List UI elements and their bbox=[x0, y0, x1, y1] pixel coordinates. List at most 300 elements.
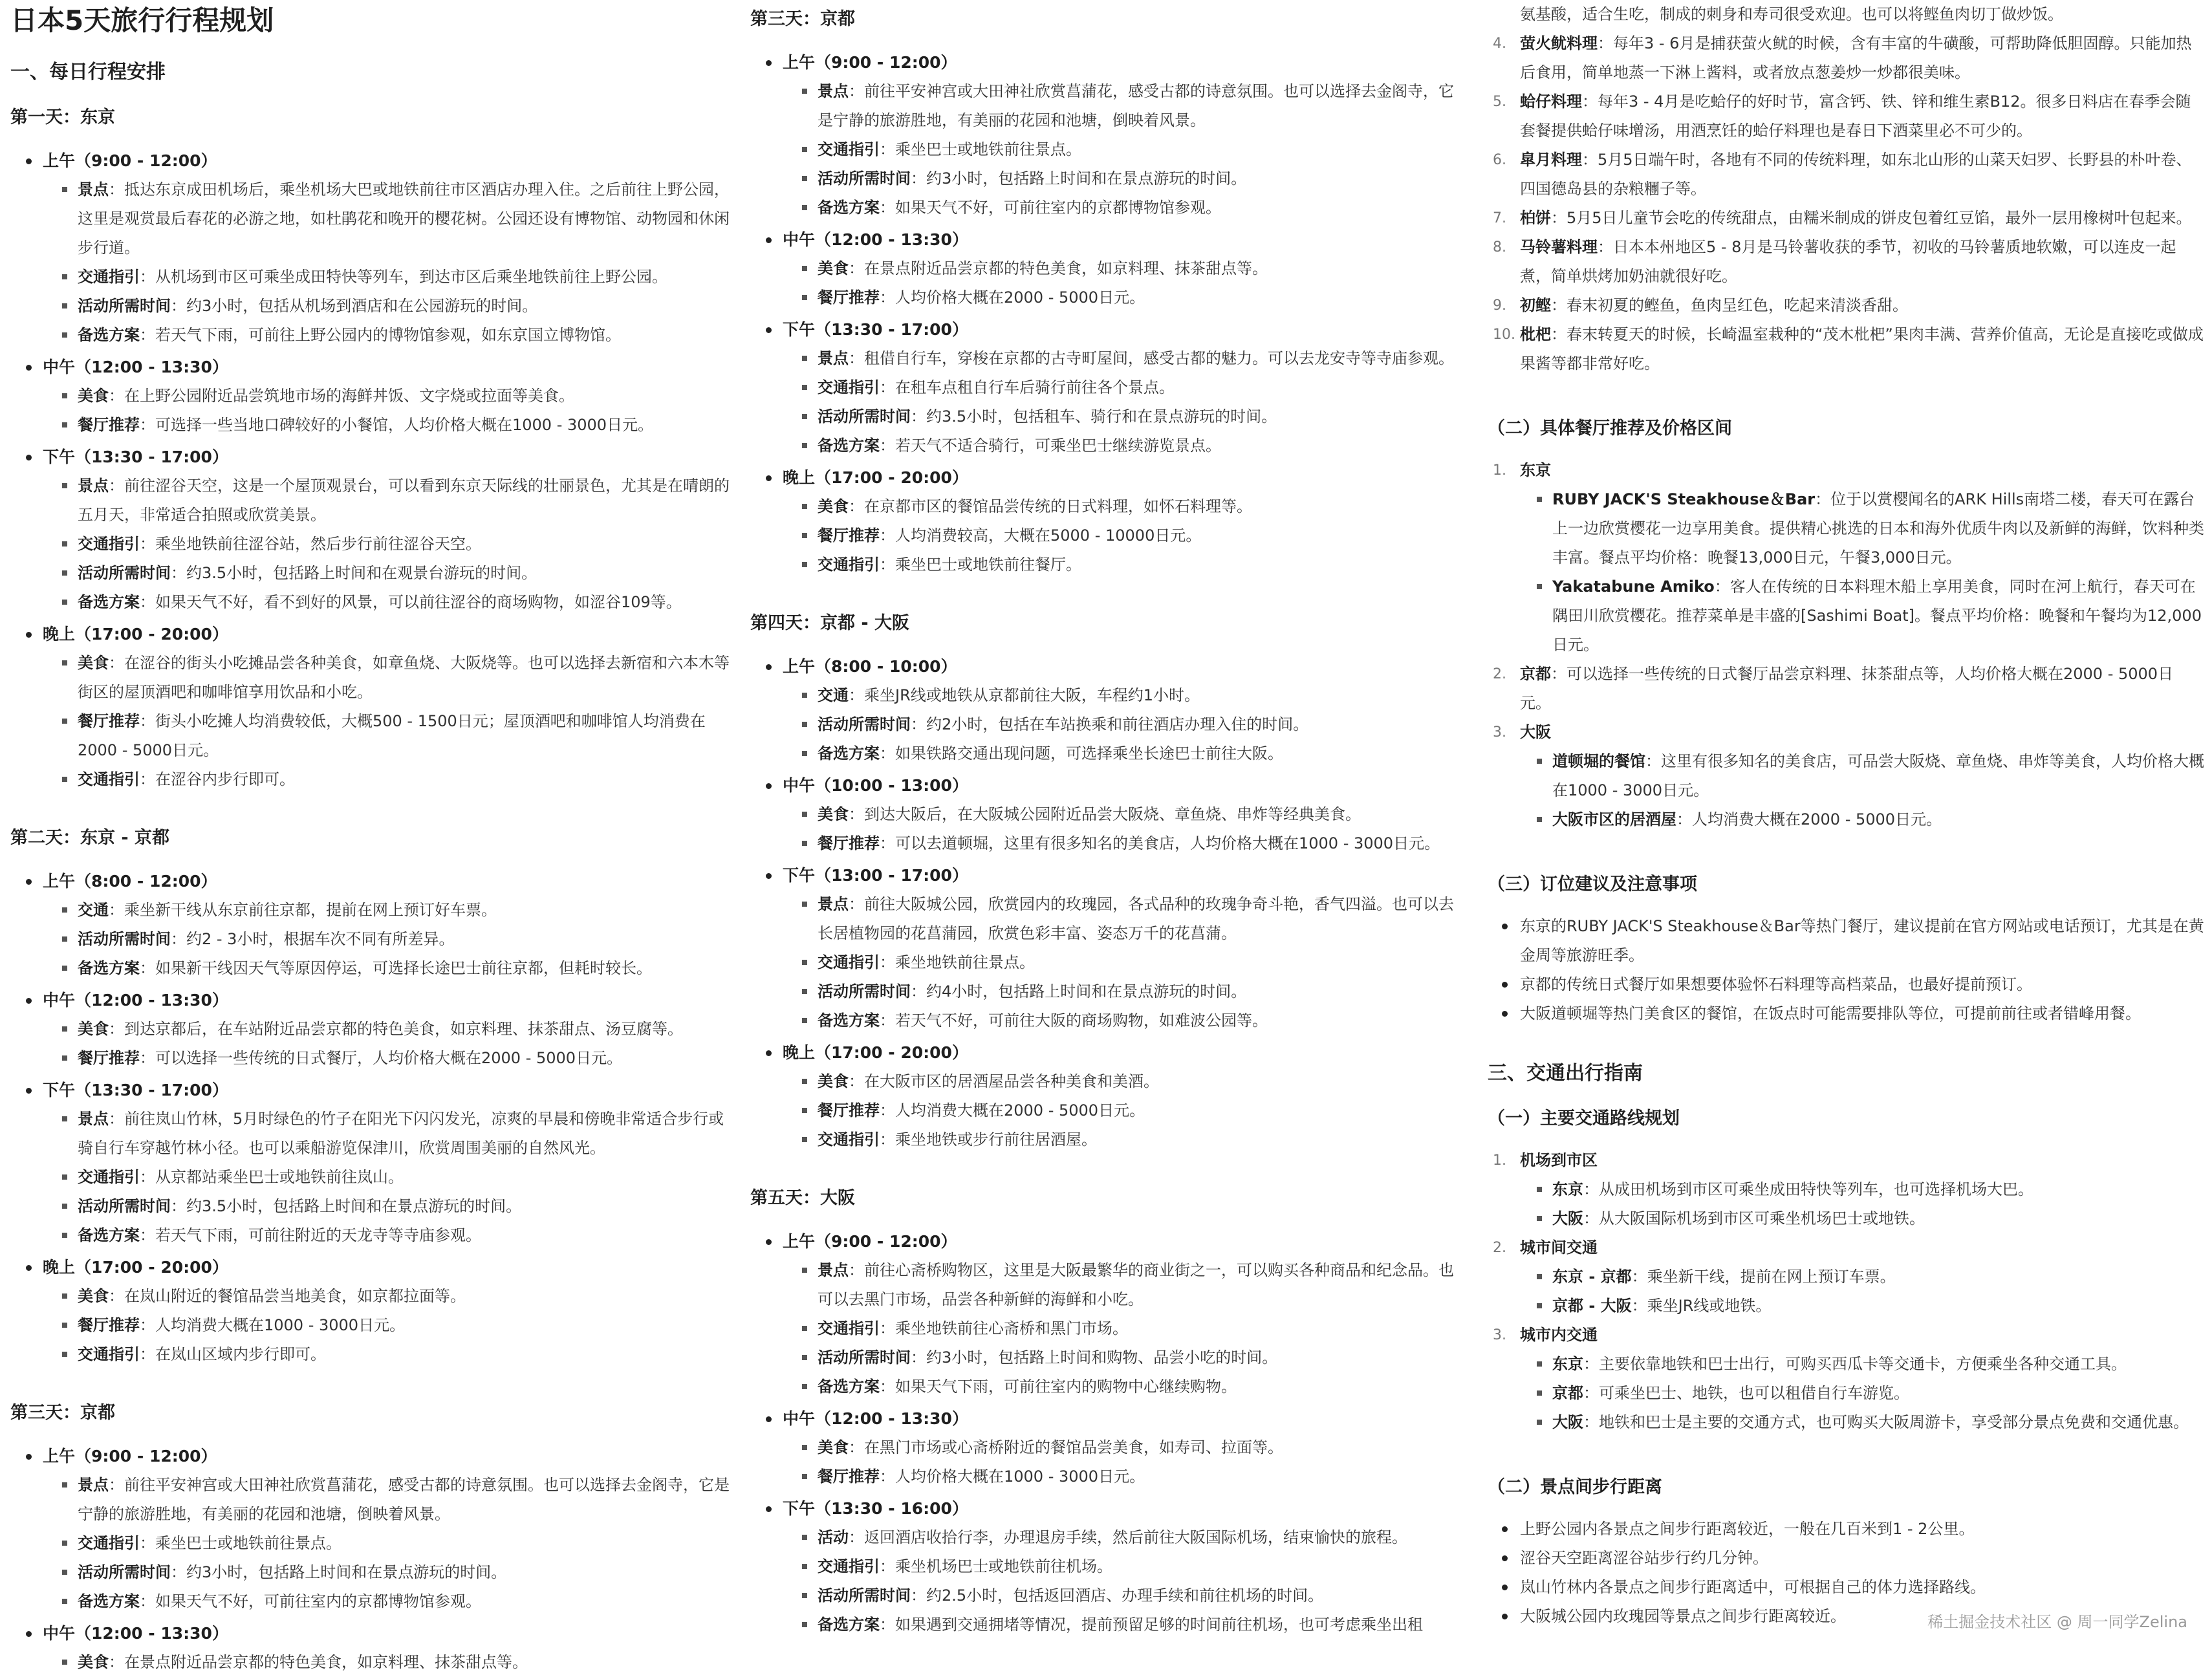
time-period-heading: 中午（12:00 - 13:30） bbox=[750, 225, 1468, 254]
list-number: 2. bbox=[1493, 666, 1506, 682]
item-value: ：5月5日儿童节会吃的传统甜点，由糯米制成的饼皮包着红豆馅，最外一层用橡树叶包起来。 bbox=[1551, 209, 2192, 227]
item-value: ：若天气下雨，可前往上野公园内的博物馆参观，如东京国立博物馆。 bbox=[140, 326, 621, 344]
time-period-heading: 晚上（17:00 - 20:00） bbox=[10, 620, 735, 649]
column-1 bbox=[10, 0, 735, 1671]
item-key: 餐厅推荐 bbox=[78, 712, 140, 730]
list-item bbox=[10, 1648, 735, 1677]
list-item bbox=[1488, 718, 2204, 834]
item-value: ：如果新干线因天气等原因停运，可选择长途巴士前往京都，但耗时较长。 bbox=[140, 959, 652, 977]
time-period-heading: 中午（10:00 - 13:00） bbox=[750, 771, 1468, 800]
item-key: 京都 bbox=[1520, 665, 1551, 683]
time-period-heading: 下午（13:30 - 17:00） bbox=[10, 1076, 735, 1105]
item-value: ：约2.5小时，包括返回酒店、办理手续和前往机场的时间。 bbox=[911, 1586, 1324, 1605]
list-item bbox=[750, 492, 1468, 521]
item-value: ：在大阪市区的居酒屋品尝各种美食和美酒。 bbox=[849, 1072, 1159, 1090]
main-routes-heading: （一）主要交通路线规划 bbox=[1488, 1109, 1680, 1129]
item-value: ：约3小时，包括路上时间和在景点游玩的时间。 bbox=[911, 169, 1247, 188]
item-key: 备选方案 bbox=[78, 593, 140, 611]
item-value: ：在京都市区的餐馆品尝传统的日式料理，如怀石料理等。 bbox=[849, 497, 1252, 515]
list-item bbox=[10, 649, 735, 707]
item-key: 餐厅推荐 bbox=[818, 526, 880, 545]
list-item bbox=[10, 263, 735, 292]
item-key: 活动所需时间 bbox=[818, 1348, 911, 1367]
list-item bbox=[10, 559, 735, 588]
list-item bbox=[10, 292, 735, 321]
item-key: 交通指引 bbox=[78, 1168, 140, 1186]
list-item bbox=[750, 521, 1468, 550]
item-key: 交通指引 bbox=[818, 140, 880, 158]
list-item bbox=[10, 925, 735, 954]
booking-tips-heading: （三）订位建议及注意事项 bbox=[1488, 874, 1697, 894]
item-key: 交通指引 bbox=[78, 1345, 140, 1363]
list-item bbox=[10, 1192, 735, 1221]
item-key: 交通 bbox=[78, 901, 109, 919]
item-key: 备选方案 bbox=[818, 744, 880, 763]
item-key: 东京 - 京都 bbox=[1552, 1268, 1632, 1286]
item-key: 备选方案 bbox=[78, 1592, 140, 1610]
time-period bbox=[750, 771, 1468, 858]
list-item bbox=[750, 1372, 1468, 1401]
item-value: ：地铁和巴士是主要的交通方式，也可购买大阪周游卡，享受部分景点免费和交通优惠。 bbox=[1583, 1413, 2189, 1431]
item-value: ：若天气不适合骑行，可乘坐巴士继续游览景点。 bbox=[880, 437, 1221, 455]
list-item: 上野公园内各景点之间步行距离较近，一般在几百米到1 - 2公里。 bbox=[1488, 1515, 2204, 1544]
time-period bbox=[10, 986, 735, 1073]
item-key: 初鲣 bbox=[1520, 296, 1551, 314]
item-key: 活动所需时间 bbox=[818, 407, 911, 426]
item-value: ：租借自行车，穿梭在京都的古寺町屋间，感受古都的魅力。可以去龙安寺等寺庙参观。 bbox=[849, 349, 1454, 367]
item-value: ：在上野公园附近品尝筑地市场的海鲜丼饭、文字烧或拉面等美食。 bbox=[109, 387, 574, 405]
section-daily-schedule-heading: 一、每日行程安排 bbox=[10, 61, 166, 83]
list-number: 2. bbox=[1493, 1240, 1506, 1256]
list-item: 东京的RUBY JACK'S Steakhouse＆Bar等热门餐厅，建议提前在官方网站或电话预订，尤其是在黄金周等旅游旺季。 bbox=[1488, 912, 2204, 970]
spacer bbox=[1488, 1028, 2204, 1050]
item-value: ：若天气不好，可前往大阪的商场购物，如难波公园等。 bbox=[880, 1012, 1268, 1030]
list-item bbox=[750, 193, 1468, 222]
time-period-heading: 晚上（17:00 - 20:00） bbox=[750, 1038, 1468, 1067]
list-item bbox=[10, 1340, 735, 1369]
item-value: ：在租车点租自行车后骑行前往各个景点。 bbox=[880, 378, 1175, 396]
item-key: 餐厅推荐 bbox=[818, 834, 880, 852]
list-item bbox=[1488, 456, 2204, 660]
list-item-continuation: 氨基酸，适合生吃，制成的刺身和寿司很受欢迎。也可以将鲣鱼肉切丁做炒饭。 bbox=[1520, 5, 2063, 23]
watermark: 稀土掘金技术社区 @ 周一同学Zelina bbox=[1927, 1613, 2187, 1631]
item-value: ：若天气下雨，可前往附近的天龙寺等寺庙参观。 bbox=[140, 1226, 481, 1244]
list-item bbox=[750, 135, 1468, 164]
item-key: 城市内交通 bbox=[1520, 1326, 1598, 1344]
time-period bbox=[750, 1404, 1468, 1491]
item-key: 交通指引 bbox=[818, 1557, 880, 1575]
sub-list-item bbox=[1520, 1175, 2204, 1204]
spacer bbox=[10, 1372, 735, 1394]
item-key: 交通指引 bbox=[818, 556, 880, 574]
item-value: ：人均消费较高，大概在5000 - 10000日元。 bbox=[880, 526, 1202, 545]
item-key: 美食 bbox=[818, 497, 849, 515]
list-item: 涩谷天空距离涩谷站步行约几分钟。 bbox=[1488, 1544, 2204, 1573]
item-value: ：约3小时，包括从机场到酒店和在公园游玩的时间。 bbox=[171, 297, 538, 315]
item-key: 交通指引 bbox=[78, 268, 140, 286]
list-item bbox=[750, 431, 1468, 460]
time-period bbox=[750, 225, 1468, 312]
item-value: ：前往岚山竹林，5月时绿色的竹子在阳光下闪闪发光，凉爽的早晨和傍晚非常适合步行或骑自行车穿越竹林小径。也可以乘船游览保津川，欣赏周围美丽的自然风光。 bbox=[78, 1110, 724, 1157]
item-key: 蛤仔料理 bbox=[1520, 92, 1582, 111]
list-item bbox=[750, 739, 1468, 768]
list-item bbox=[750, 373, 1468, 402]
item-value: ：人均消费大概在2000 - 5000日元。 bbox=[1676, 810, 1942, 828]
item-value: ：约2 - 3小时，根据车次不同有所差异。 bbox=[171, 930, 455, 948]
item-value: ：从京都站乘坐巴士或地铁前往岚山。 bbox=[140, 1168, 404, 1186]
item-value: ：乘坐地铁前往景点。 bbox=[880, 953, 1035, 971]
item-key: 备选方案 bbox=[78, 326, 140, 344]
item-value: ：如果遇到交通拥堵等情况，提前预留足够的时间前往机场，也可考虑乘坐出租 bbox=[880, 1616, 1423, 1634]
item-value: ：可以去道顿堀，这里有很多知名的美食店，人均价格大概在1000 - 3000日元。 bbox=[880, 834, 1440, 852]
time-period bbox=[10, 442, 735, 617]
item-value: ：如果天气不好，看不到好的风景，可以前往涩谷的商场购物，如涩谷109等。 bbox=[140, 593, 682, 611]
time-period bbox=[750, 48, 1468, 222]
item-value: ：在景点附近品尝京都的特色美食，如京料理、抹茶甜点等。 bbox=[109, 1653, 528, 1671]
list-item bbox=[750, 710, 1468, 739]
item-value: ：抵达东京成田机场后，乘坐机场大巴或地铁前往市区酒店办理入住。之后前往上野公园，这里是观赏最后春花的必游之地，如杜鹃花和晚开的樱花树。公园还设有博物馆、动物园和休闲步行道。 bbox=[78, 180, 730, 257]
list-item bbox=[1488, 146, 2204, 204]
item-value: ：返回酒店收拾行李，办理退房手续，然后前往大阪国际机场，结束愉快的旅程。 bbox=[849, 1528, 1407, 1546]
day-list bbox=[10, 105, 735, 1677]
list-item bbox=[10, 175, 735, 263]
list-item bbox=[10, 411, 735, 440]
list-item bbox=[1488, 660, 2204, 718]
time-period bbox=[10, 867, 735, 983]
list-item bbox=[750, 1433, 1468, 1462]
item-key: 备选方案 bbox=[818, 199, 880, 217]
list-item bbox=[1488, 204, 2204, 233]
item-key: 景点 bbox=[818, 895, 849, 913]
list-item bbox=[10, 382, 735, 411]
item-key: 备选方案 bbox=[78, 1226, 140, 1244]
item-value: ：春末初夏的鲣鱼，鱼肉呈红色，吃起来清淡香甜。 bbox=[1551, 296, 1908, 314]
item-value: ：乘坐JR线或地铁。 bbox=[1631, 1297, 1772, 1315]
item-value: ：约3小时，包括路上时间和购物、品尝小吃的时间。 bbox=[911, 1348, 1278, 1367]
item-value: ：人均消费大概在1000 - 3000日元。 bbox=[140, 1316, 406, 1334]
list-item bbox=[750, 254, 1468, 283]
list-item bbox=[1488, 29, 2204, 87]
item-key: 活动所需时间 bbox=[818, 982, 911, 1001]
list-item bbox=[10, 530, 735, 559]
item-key: 景点 bbox=[78, 1110, 109, 1128]
time-period-heading: 上午（9:00 - 12:00） bbox=[10, 146, 735, 175]
item-value: ：如果天气不好，可前往室内的京都博物馆参观。 bbox=[140, 1592, 481, 1610]
item-key: 柏饼 bbox=[1520, 209, 1551, 227]
list-item bbox=[10, 954, 735, 983]
spacer bbox=[750, 1157, 1468, 1179]
item-key: 活动所需时间 bbox=[78, 1563, 171, 1581]
sub-list-item bbox=[1520, 1379, 2204, 1408]
item-value: ：可以选择一些传统的日式餐厅，人均价格大概在2000 - 5000日元。 bbox=[140, 1049, 623, 1067]
restaurant-list bbox=[1488, 456, 2204, 834]
list-number: 10. bbox=[1493, 327, 1515, 343]
spacer bbox=[1488, 834, 2204, 856]
item-key: 京都 - 大阪 bbox=[1552, 1297, 1632, 1315]
item-key: 景点 bbox=[78, 180, 109, 199]
item-key: 备选方案 bbox=[818, 1378, 880, 1396]
spacer bbox=[1488, 378, 2204, 400]
item-value: ：约3.5小时，包括租车、骑行和在景点游玩的时间。 bbox=[911, 407, 1277, 426]
item-key: 餐厅推荐 bbox=[818, 288, 880, 307]
list-item: 京都的传统日式餐厅如果想要体验怀石料理等高档菜品，也最好提前预订。 bbox=[1488, 970, 2204, 999]
item-key: 交通 bbox=[818, 686, 849, 704]
list-number: 8. bbox=[1493, 239, 1506, 255]
day-list bbox=[750, 6, 1468, 1639]
list-number: 1. bbox=[1493, 1152, 1506, 1169]
item-value: ：可乘坐巴士、地铁，也可以租借自行车游览。 bbox=[1583, 1384, 1909, 1402]
list-number: 3. bbox=[1493, 1327, 1506, 1343]
time-period bbox=[750, 1038, 1468, 1154]
list-number: 3. bbox=[1493, 724, 1506, 741]
list-item bbox=[750, 1552, 1468, 1581]
list-item: 大阪城公园内玫瑰园等景点之间步行距离较近。 bbox=[1488, 1602, 2204, 1631]
item-key: 大阪 bbox=[1520, 723, 1551, 741]
item-key: 大阪市区的居酒屋 bbox=[1552, 810, 1676, 828]
item-key: 餐厅推荐 bbox=[818, 1467, 880, 1486]
time-period bbox=[750, 463, 1468, 579]
time-period-heading: 晚上（17:00 - 20:00） bbox=[750, 463, 1468, 492]
item-value: ：约2小时，包括在车站换乘和前往酒店办理入住的时间。 bbox=[911, 715, 1309, 733]
list-item bbox=[750, 1314, 1468, 1343]
list-item bbox=[750, 829, 1468, 858]
list-number: 6. bbox=[1493, 152, 1506, 168]
item-key: 活动 bbox=[818, 1528, 849, 1546]
sub-list-item bbox=[1520, 805, 2204, 834]
list-number: 1. bbox=[1493, 462, 1506, 479]
item-key: 美食 bbox=[818, 805, 849, 823]
document-title: 日本5天旅行行程规划 bbox=[10, 5, 274, 36]
item-value: ：可以选择一些传统的日式餐厅品尝京料理、抹茶甜点等，人均价格大概在2000 - 5000日元。 bbox=[1520, 665, 2174, 712]
item-key: 大阪 bbox=[1552, 1209, 1583, 1228]
item-value: ：约3.5小时，包括路上时间和在景点游玩的时间。 bbox=[171, 1197, 522, 1215]
item-value: ：这里有很多知名的美食店，可品尝大阪烧、章鱼烧、串炸等美食，人均价格大概在1000 - 3000日元。 bbox=[1552, 752, 2204, 799]
item-value: ：可选择一些当地口碑较好的小餐馆，人均价格大概在1000 - 3000日元。 bbox=[140, 416, 654, 434]
item-key: 东京 bbox=[1520, 461, 1551, 479]
list-item bbox=[10, 1529, 735, 1558]
time-period bbox=[10, 352, 735, 440]
time-period-heading: 下午（13:30 - 17:00） bbox=[10, 442, 735, 471]
list-item bbox=[10, 1282, 735, 1311]
time-period-heading: 晚上（17:00 - 20:00） bbox=[10, 1253, 735, 1282]
item-value: ：春末转夏天的时候，长崎温室栽种的“茂木枇杷”果肉丰满、营养价值高，无论是直接吃或做成果酱等都非常好吃。 bbox=[1520, 325, 2204, 373]
item-key: 景点 bbox=[78, 1476, 109, 1494]
time-period-heading: 中午（12:00 - 13:30） bbox=[10, 986, 735, 1015]
item-value: ：位于以赏樱闻名的ARK Hills南塔二楼，春天可在露台上一边欣赏樱花一边享用美食。提供精心挑选的日本和海外优质牛肉以及新鲜的海鲜，饮料种类丰富。餐点平均价格：晚餐13,000日元，午餐3,000日元。 bbox=[1552, 490, 2204, 567]
list-item bbox=[10, 1015, 735, 1044]
item-value: ：乘坐机场巴士或地铁前往机场。 bbox=[880, 1557, 1112, 1575]
item-value: ：乘坐地铁前往涩谷站，然后步行前往涩谷天空。 bbox=[140, 535, 481, 553]
routes-list bbox=[1488, 1146, 2204, 1437]
sub-list-item bbox=[1520, 1408, 2204, 1437]
item-key: 机场到市区 bbox=[1520, 1151, 1598, 1169]
list-item bbox=[750, 550, 1468, 579]
list-item bbox=[750, 1462, 1468, 1491]
spacer bbox=[10, 797, 735, 819]
item-value: ：如果铁路交通出现问题，可选择乘坐长途巴士前往大阪。 bbox=[880, 744, 1283, 763]
time-period bbox=[10, 1619, 735, 1677]
list-item bbox=[1488, 1146, 2204, 1233]
column-2 bbox=[750, 0, 1468, 1659]
item-key: 餐厅推荐 bbox=[78, 1049, 140, 1067]
item-key: 美食 bbox=[818, 259, 849, 277]
item-value: ：在岚山附近的餐馆品尝当地美食，如京都拉面等。 bbox=[109, 1287, 466, 1305]
restaurant-recommendation-heading: （二）具体餐厅推荐及价格区间 bbox=[1488, 418, 1732, 438]
list-item bbox=[750, 1006, 1468, 1035]
item-value: ：从机场到市区可乘坐成田特快等列车，到达市区后乘坐地铁前往上野公园。 bbox=[140, 268, 667, 286]
time-period-heading: 上午（9:00 - 12:00） bbox=[750, 1227, 1468, 1256]
day-title: 第三天：京都 bbox=[10, 1403, 115, 1423]
section-transport-heading: 三、交通出行指南 bbox=[1488, 1062, 1643, 1085]
item-key: 交通指引 bbox=[78, 770, 140, 788]
time-period-heading: 中午（12:00 - 13:30） bbox=[10, 352, 735, 382]
item-key: 交通指引 bbox=[78, 1534, 140, 1552]
list-item bbox=[10, 1587, 735, 1616]
sub-list-item bbox=[1520, 572, 2204, 660]
time-period-heading: 下午（13:00 - 17:00） bbox=[750, 861, 1468, 890]
time-period-heading: 中午（12:00 - 13:30） bbox=[750, 1404, 1468, 1433]
list-item bbox=[750, 800, 1468, 829]
item-key: 皐月料理 bbox=[1520, 151, 1582, 169]
item-key: 餐厅推荐 bbox=[78, 1316, 140, 1334]
item-key: 活动所需时间 bbox=[78, 564, 171, 582]
item-key: 美食 bbox=[78, 1287, 109, 1305]
time-period bbox=[750, 1227, 1468, 1401]
item-value: ：乘坐地铁或步行前往居酒屋。 bbox=[880, 1131, 1097, 1149]
item-value: ：约4小时，包括路上时间和在景点游玩的时间。 bbox=[911, 982, 1247, 1001]
item-key: 备选方案 bbox=[78, 959, 140, 977]
sub-list-item bbox=[1520, 1292, 2204, 1321]
time-period-heading: 上午（9:00 - 12:00） bbox=[750, 48, 1468, 77]
item-value: ：如果天气不好，可前往室内的京都博物馆参观。 bbox=[880, 199, 1221, 217]
list-item bbox=[750, 1343, 1468, 1372]
item-key: 美食 bbox=[818, 1072, 849, 1090]
item-key: 美食 bbox=[818, 1438, 849, 1456]
list-item bbox=[10, 588, 735, 617]
spacer bbox=[750, 582, 1468, 604]
item-key: 活动所需时间 bbox=[818, 169, 911, 188]
day-title: 第二天：东京 - 京都 bbox=[10, 828, 170, 848]
list-item bbox=[10, 765, 735, 794]
list-item bbox=[750, 164, 1468, 193]
item-value: ：人均消费大概在2000 - 5000日元。 bbox=[880, 1101, 1145, 1120]
item-key: 活动所需时间 bbox=[78, 930, 171, 948]
time-period bbox=[750, 315, 1468, 460]
sub-list-item bbox=[1520, 1350, 2204, 1379]
sub-list-item bbox=[1520, 485, 2204, 572]
item-value: ：前往平安神宫或大田神社欣赏菖蒲花，感受古都的诗意氛围。也可以选择去金阁寺，它是宁静的旅游胜地，有美丽的花园和池塘，倒映着风景。 bbox=[818, 82, 1454, 129]
day-title: 第一天：东京 bbox=[10, 107, 115, 127]
item-value: ：前往大阪城公园，欣赏园内的玫瑰园，各式品种的玫瑰争奇斗艳，香气四溢。也可以去长居植物园的花菖蒲园，欣赏色彩丰富、姿态万千的花菖蒲。 bbox=[818, 895, 1454, 942]
item-key: 美食 bbox=[78, 654, 109, 672]
item-key: 活动所需时间 bbox=[78, 297, 171, 315]
item-value: ：乘坐巴士或地铁前往餐厅。 bbox=[880, 556, 1081, 574]
list-item bbox=[1488, 320, 2204, 378]
item-value: ：街头小吃摊人均消费较低，大概500 - 1500日元；屋顶酒吧和咖啡馆人均消费在2000 - 5000日元。 bbox=[78, 712, 706, 759]
list-item bbox=[750, 1610, 1468, 1639]
item-value: ：客人在传统的日本料理木船上享用美食，同时在河上航行，春天可在隅田川欣赏樱花。推荐菜单是丰盛的[Sashimi Boat]。餐点平均价格：晚餐和午餐均为12,000日元。 bbox=[1552, 578, 2202, 654]
list-item bbox=[1488, 291, 2204, 320]
item-value: ：日本本州地区5 - 8月是马铃薯收获的季节，初收的马铃薯质地软嫩，可以连皮一起煮，简单烘烤加奶油就很好吃。 bbox=[1520, 238, 2176, 285]
item-value: ：从成田机场到市区可乘坐成田特快等列车，也可选择机场大巴。 bbox=[1583, 1180, 2033, 1198]
list-number: 4. bbox=[1493, 36, 1506, 52]
item-value: ：乘坐JR线或地铁从京都前往大阪，车程约1小时。 bbox=[849, 686, 1200, 704]
item-key: 东京 bbox=[1552, 1180, 1583, 1198]
list-item bbox=[10, 321, 735, 350]
item-value: ：5月5日端午时，各地有不同的传统料理，如东北山形的山菜天妇罗、长野县的朴叶卷、四国德岛县的杂粮糰子等。 bbox=[1520, 151, 2192, 198]
list-item bbox=[750, 1096, 1468, 1125]
item-value: ：乘坐巴士或地铁前往景点。 bbox=[140, 1534, 342, 1552]
sub-list-item bbox=[1520, 747, 2204, 805]
time-period bbox=[750, 1494, 1468, 1639]
item-key: 美食 bbox=[78, 1020, 109, 1038]
time-period bbox=[10, 1253, 735, 1369]
walking-distance-heading: （二）景点间步行距离 bbox=[1488, 1477, 1662, 1497]
list-item bbox=[750, 1067, 1468, 1096]
item-key: 交通指引 bbox=[818, 1131, 880, 1149]
item-value: ：在涩谷内步行即可。 bbox=[140, 770, 295, 788]
list-item bbox=[750, 402, 1468, 431]
list-item bbox=[10, 1163, 735, 1192]
item-key: 城市间交通 bbox=[1520, 1239, 1598, 1257]
item-key: 活动所需时间 bbox=[818, 715, 911, 733]
list-item bbox=[750, 1523, 1468, 1552]
time-period bbox=[750, 861, 1468, 1035]
time-period-heading: 上午（8:00 - 10:00） bbox=[750, 652, 1468, 681]
spacer bbox=[1488, 1437, 2204, 1459]
item-key: 餐厅推荐 bbox=[818, 1101, 880, 1120]
item-value: ：人均价格大概在2000 - 5000日元。 bbox=[880, 288, 1145, 307]
list-item bbox=[750, 681, 1468, 710]
item-key: 大阪 bbox=[1552, 1413, 1583, 1431]
sub-list-item bbox=[1520, 1204, 2204, 1233]
day-title: 第三天：京都 bbox=[750, 9, 855, 29]
list-item bbox=[10, 471, 735, 530]
item-key: 美食 bbox=[78, 1653, 109, 1671]
item-key: 景点 bbox=[818, 349, 849, 367]
item-key: 餐厅推荐 bbox=[78, 416, 140, 434]
item-value: ：乘坐新干线从东京前往京都，提前在网上预订好车票。 bbox=[109, 901, 497, 919]
item-value: ：乘坐新干线，提前在网上预订车票。 bbox=[1631, 1268, 1896, 1286]
time-period-heading: 下午（13:30 - 16:00） bbox=[750, 1494, 1468, 1523]
item-value: ：前往涩谷天空，这是一个屋顶观景台，可以看到东京天际线的壮丽景色，尤其是在晴朗的五月天，非常适合拍照或欣赏美景。 bbox=[78, 477, 730, 524]
list-item bbox=[750, 948, 1468, 977]
list-item bbox=[10, 896, 735, 925]
item-value: ：在岚山区域内步行即可。 bbox=[140, 1345, 326, 1363]
item-key: 备选方案 bbox=[818, 1012, 880, 1030]
item-key: RUBY JACK'S Steakhouse＆Bar bbox=[1552, 490, 1816, 508]
list-number: 9. bbox=[1493, 298, 1506, 314]
item-value: ：如果天气下雨，可前往室内的购物中心继续购物。 bbox=[880, 1378, 1237, 1396]
item-value: ：在景点附近品尝京都的特色美食，如京料理、抹茶甜点等。 bbox=[849, 259, 1268, 277]
item-value: ：在黑门市场或心斋桥附近的餐馆品尝美食，如寿司、拉面等。 bbox=[849, 1438, 1283, 1456]
time-period bbox=[10, 146, 735, 350]
list-item bbox=[10, 1221, 735, 1250]
booking-tips-list bbox=[1488, 912, 2204, 1028]
list-item bbox=[10, 1558, 735, 1587]
list-number: 7. bbox=[1493, 210, 1506, 226]
day-title: 第五天：大阪 bbox=[750, 1188, 855, 1208]
list-item bbox=[750, 344, 1468, 373]
list-item: 大阪道顿堀等热门美食区的餐馆，在饭点时可能需要排队等位，可提前前往或者错峰用餐。 bbox=[1488, 999, 2204, 1028]
list-item bbox=[1488, 87, 2204, 146]
item-key: 东京 bbox=[1552, 1355, 1583, 1373]
day-title: 第四天：京都 - 大阪 bbox=[750, 613, 910, 633]
list-item bbox=[10, 1471, 735, 1529]
item-value: ：乘坐巴士或地铁前往景点。 bbox=[880, 140, 1081, 158]
item-key: 活动所需时间 bbox=[818, 1586, 911, 1605]
list-item bbox=[10, 1311, 735, 1340]
